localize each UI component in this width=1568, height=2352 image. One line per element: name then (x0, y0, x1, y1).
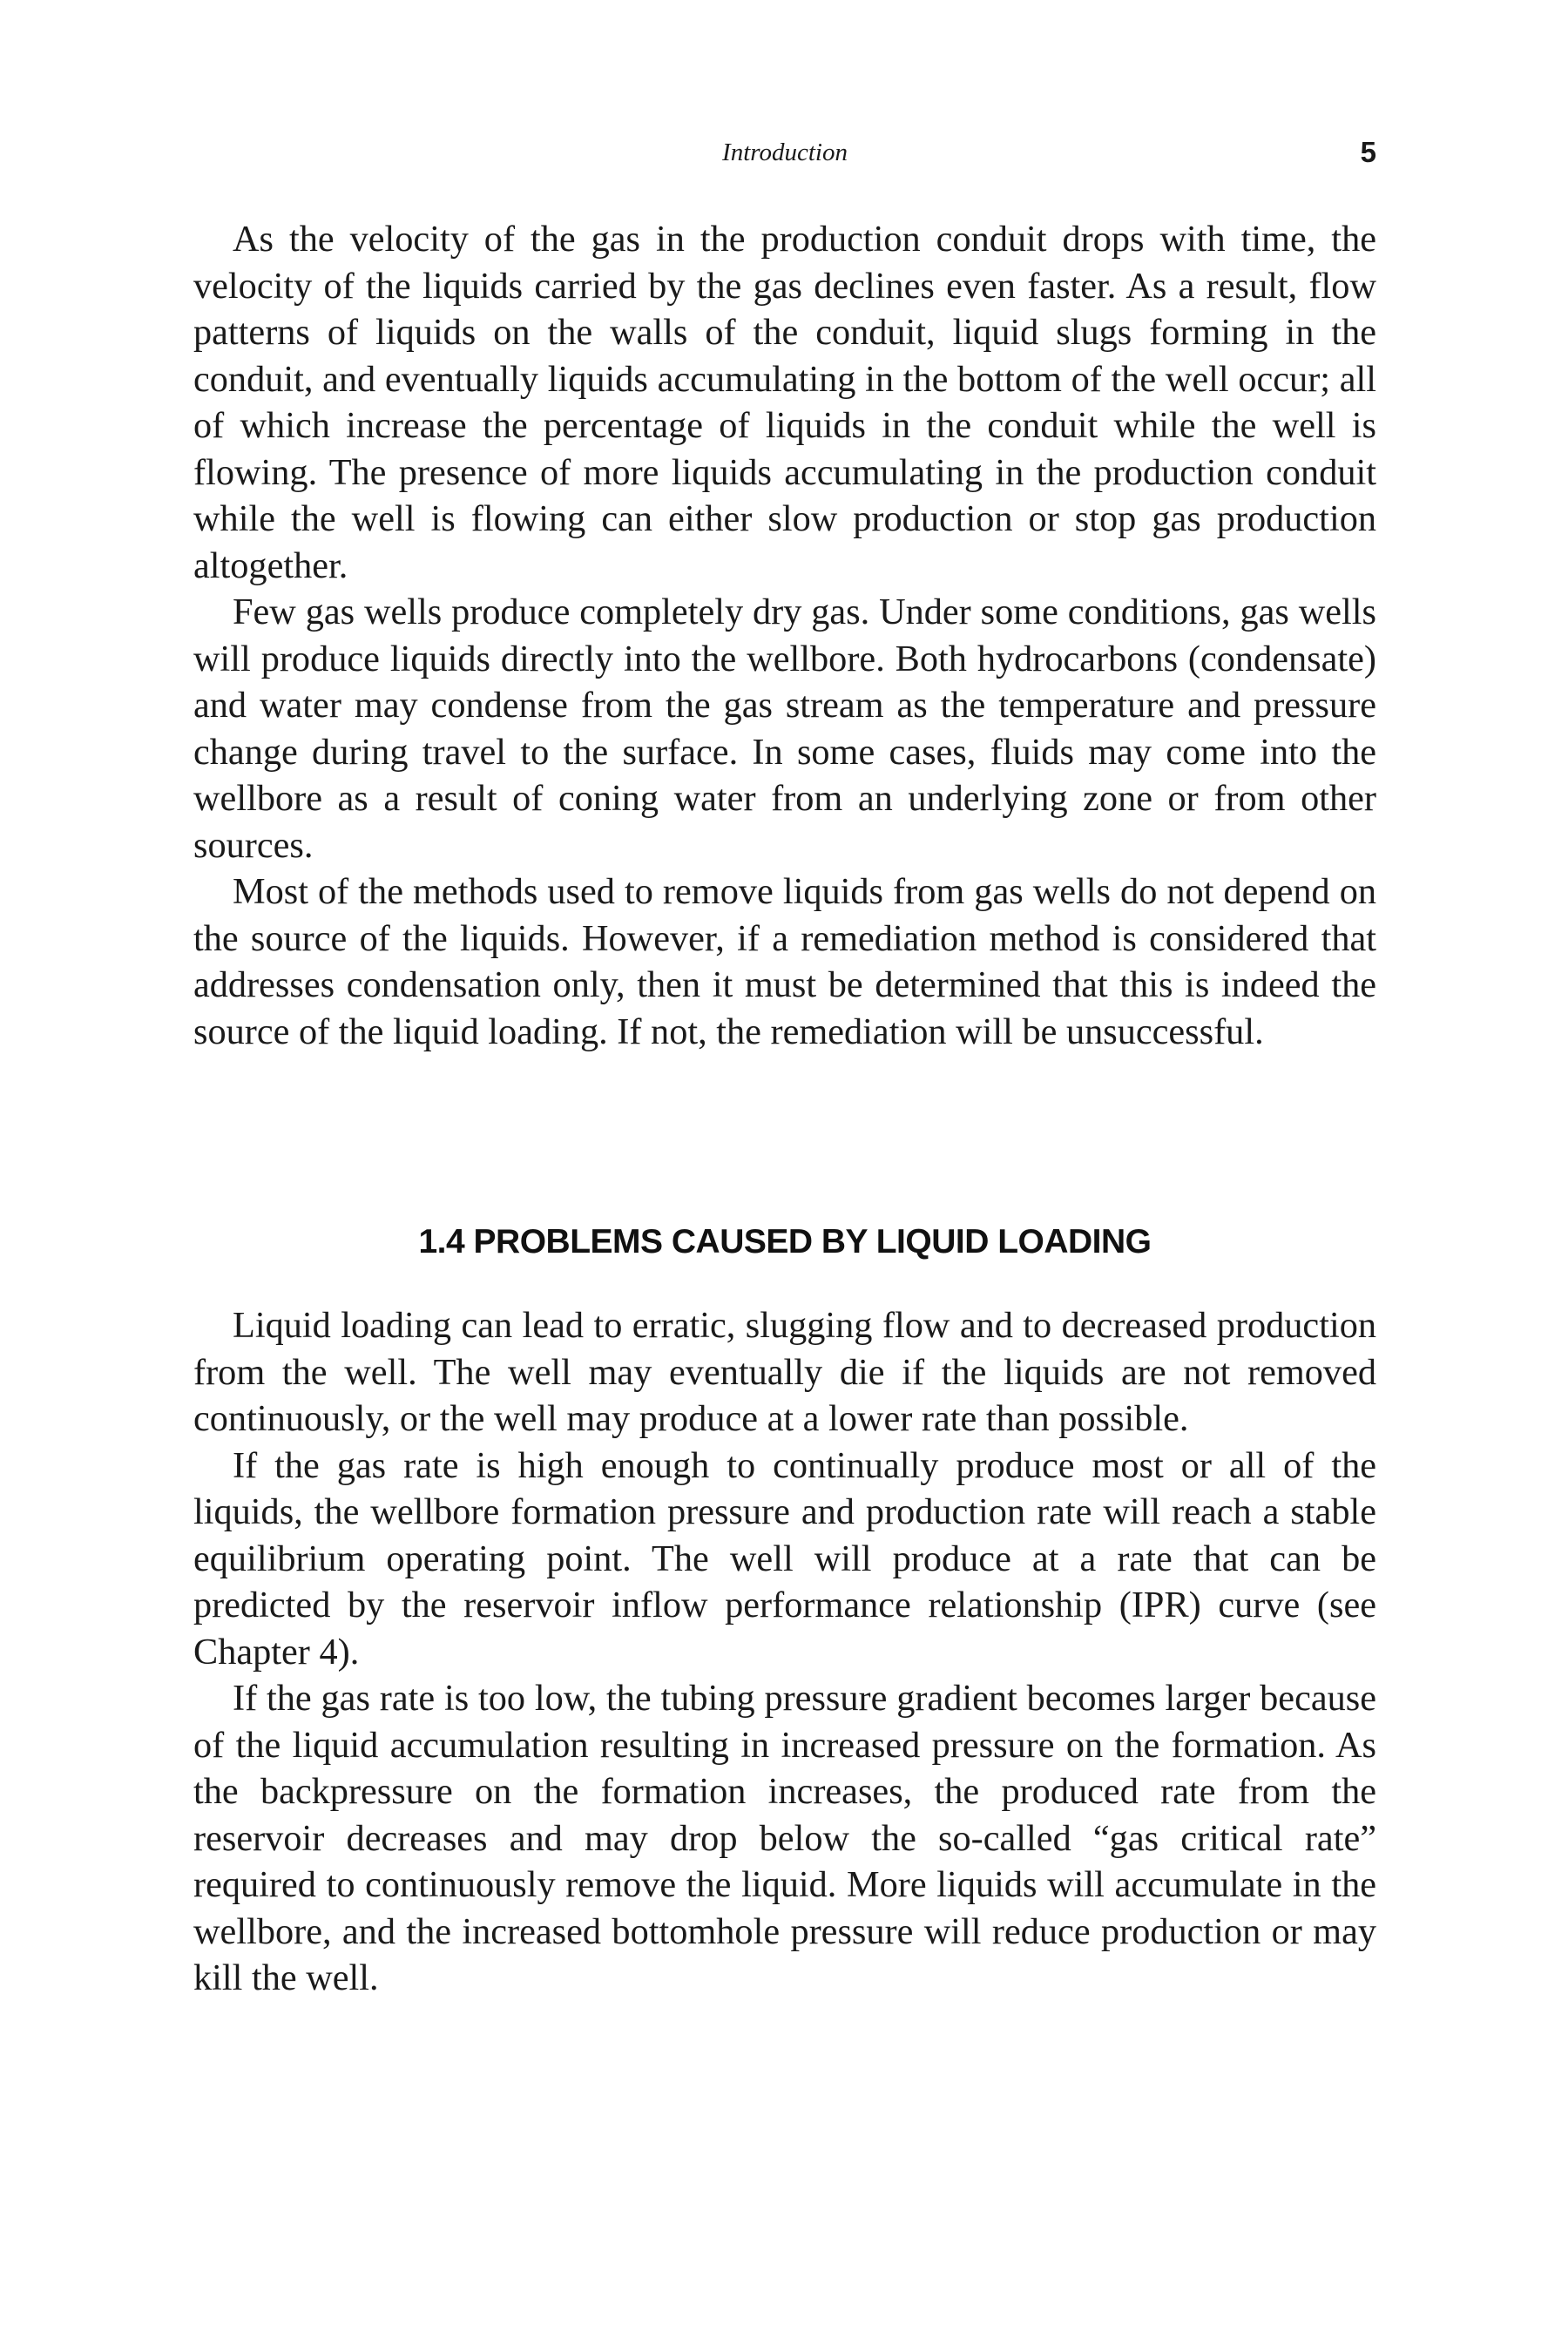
paragraph: Most of the methods used to remove liquids from gas wells do not depend on the source of the liquids. However, if a remediation method is considered that addresses condensation only, then it must be determined that this is indeed the source of the liquid loading. If not, the remediation will be unsuccessful. (193, 871, 1376, 1052)
paragraph: As the velocity of the gas in the production conduit drops with time, the velocity of the liquids carried by the gas declines even faster. As a result, flow patterns of liquids on the walls of the conduit, liquid slugs forming in the conduit, and eventually liquids accumulating in the bottom of the well occur; all of which increase the percentage of liquids in the conduit while the well is flowing. The presence of more liquids accumulating in the production conduit while the well is flowing can either slow production or stop gas production altogether. (193, 219, 1376, 586)
paragraph: If the gas rate is high enough to continually produce most or all of the liquids, the wellbore formation pressure and production rate will reach a stable equilibrium operating point. The well will produce at a rate that can be predicted by the reservoir inflow performance relationship (IPR) curve (see Chapter 4). (193, 1444, 1376, 1673)
paragraph: If the gas rate is too low, the tubing pressure gradient becomes larger because of the liquid accumulation resulting in increased pressure on the formation. As the backpressure on the formation increases, the produced rate from the reservoir decreases and may drop below the so-called “gas critical rate” required to continuously remove the liquid. More liquids will accumulate in the wellbore, and the increased bottomhole pressure will reduce production or may kill the well. (193, 1678, 1376, 1998)
intro-text-block (193, 216, 1376, 1055)
running-header (193, 131, 1376, 174)
running-title: Introduction (722, 139, 848, 166)
section-heading: 1.4 PROBLEMS CAUSED BY LIQUID LOADING (418, 1223, 1152, 1260)
page-number: 5 (1360, 136, 1376, 168)
section-text-block (193, 1302, 1376, 2002)
paragraph: Few gas wells produce completely dry gas. Under some conditions, gas wells will produce liquids directly into the wellbore. Both hydrocarbons (condensate) and water may condense from the gas stream as the temperature and pressure change during travel to the surface. In some cases, fluids may come into the wellbore as a result of coning water from an underlying zone or from other sources. (193, 591, 1376, 866)
paragraph: Liquid loading can lead to erratic, slugging flow and to decreased production from the well. The well may eventually die if the liquids are not removed continuously, or the well may produce at a lower rate than possible. (193, 1305, 1376, 1439)
